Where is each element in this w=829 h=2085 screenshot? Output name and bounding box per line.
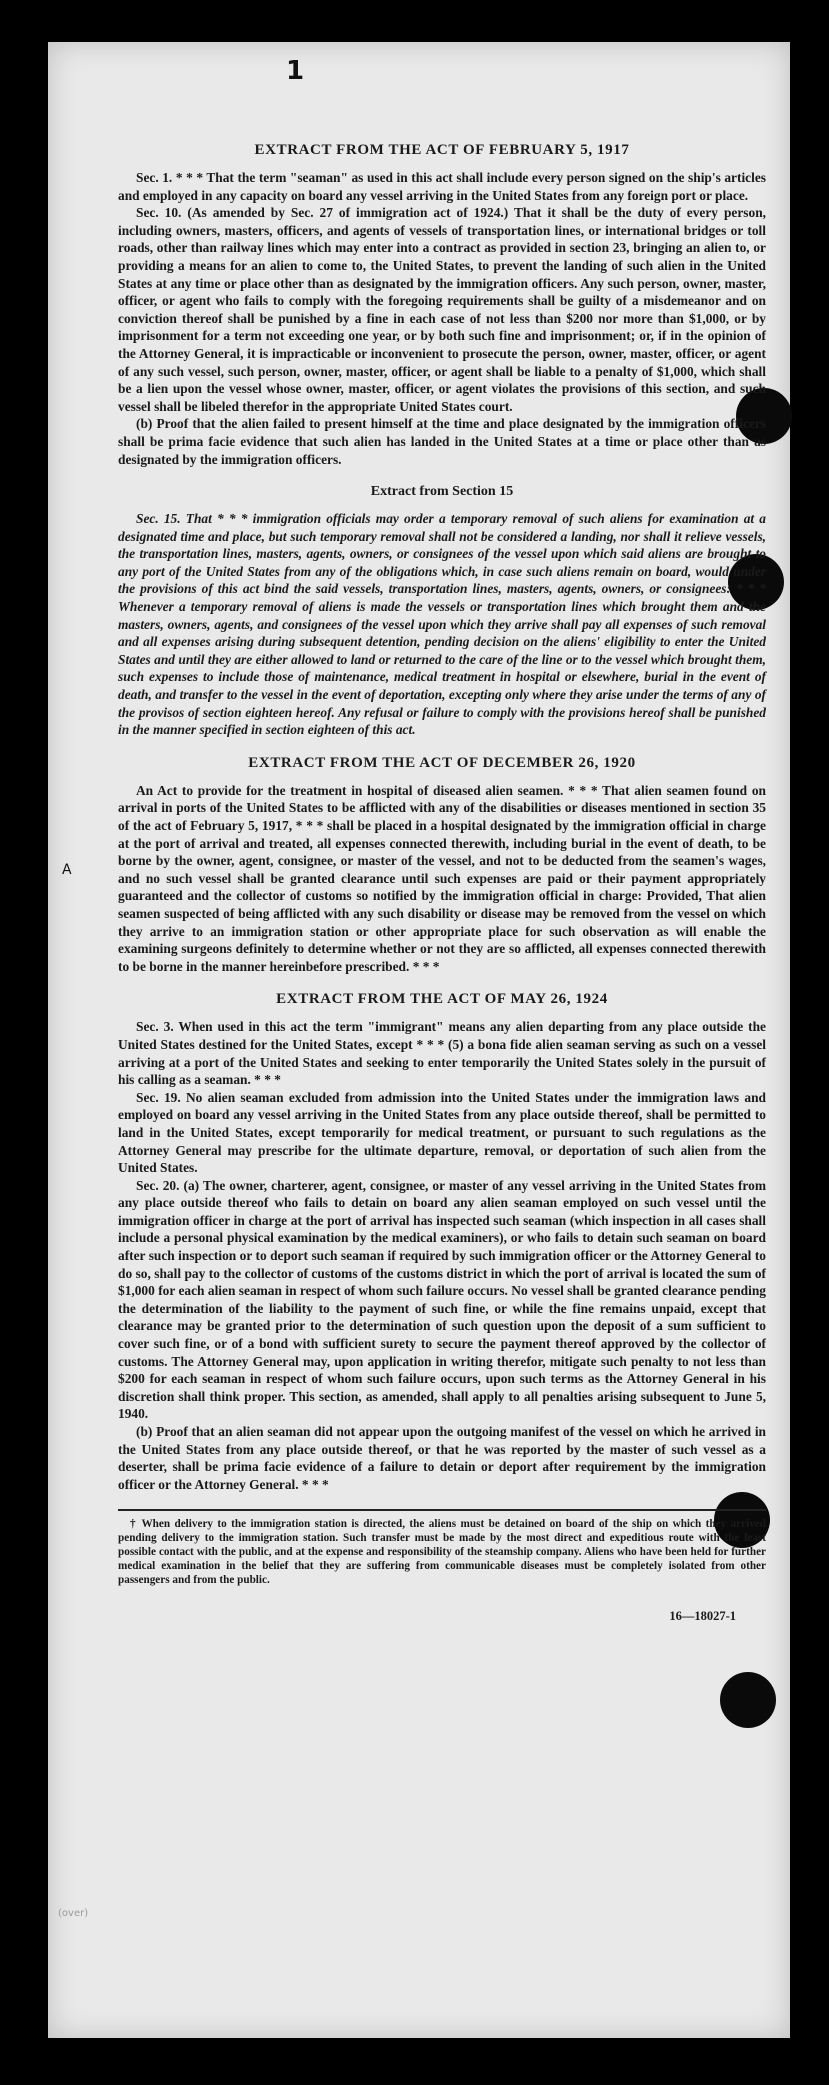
margin-mark: A [62, 862, 72, 878]
top-mark: 1 [286, 56, 305, 86]
section-15-heading: Extract from Section 15 [370, 484, 514, 500]
section-15 [118, 484, 766, 739]
paragraph: An Act to provide for the treatment in hospital of diseased alien seamen. * * * That alien seamen found on arrival in ports of the United States to be afflicted with any of the disabilities or diseases mentioned in section 35 of the act of February 5, 1917, * * * shall be placed in a hospital designated by the immigration official in charge at the port of arrival and treated, all expenses connected therewith, including burial in the event of death, to be borne by the owner, agent, consignee, or master of the vessel, and not to be deducted from the seamen's wages, and no such vessel shall be granted clearance until such expenses are paid or their payment appropriately guaranteed and the collector of customs so notified by the immigration official in charge: Provided, That alien seamen suspected of being afflicted with any such disability or disease may be removed from the vessel on which they arrive to an immigration station or other appropriate place for such observation as will enable the examining surgeons definitely to determine whether or not they are so afflicted, all expenses connected therewith to be borne in the manner hereinbefore prescribed. * * * [118, 782, 766, 974]
paragraph: Sec. 15. That * * * immigration officials may order a temporary removal of such aliens for examination at a designated time and place, but such temporary removal shall not be considered a landing, nor shall it relieve vessels, the transportation lines, masters, agents, owners, or consignees of the vessel upon which said aliens are brought to any port of the United States from any of the obligations which, in case such aliens remain on board, would under the provisions of this act bind the said vessels, transportation lines, masters, agents, owners, or consignees: * * * Whenever a temporary removal of aliens is made the vessels or transportation lines which brought them and the masters, owners, agents, and consignees of the vessel upon which they arrive shall pay all expenses of such removal and all expenses arising during subsequent detention, pending decision on the aliens' eligibility to enter the United States and until they are either allowed to land or returned to the care of the line or to the vessel which brought them, such expenses to include those of maintenance, medical treatment in hospital or elsewhere, burial in the event of death, and transfer to the vessel in the event of deportation, excepting only where they arise under the terms of any of the provisos of section eighteen hereof. Any refusal or failure to comply with the provisions hereof shall be punished in the manner specified in section eighteen of this act. [118, 511, 766, 738]
stamp-text: (over) [58, 1908, 89, 1919]
act-1920-section [118, 755, 766, 976]
act-1920-heading: EXTRACT FROM THE ACT OF DECEMBER 26, 1920 [248, 754, 636, 771]
punch-hole [720, 1672, 776, 1728]
document-body [118, 142, 766, 1624]
paragraph: Sec. 20. (a) The owner, charterer, agent, consignee, or master of any vessel arriving in the United States from any place outside thereof who fails to detain on board any alien seaman employed on such vessel until the immigration officer in charge at the port of arrival has inspected such seaman (which inspection in all cases shall include a personal physical examination by the medical examiners), or who fails to detain such seaman on board after such inspection or to deport such seaman if required by such immigration officer or the Attorney General to do so, shall pay to the collector of customs of the customs district in which the port of arrival is located the sum of $1,000 for each alien seaman in respect of whom such failure occurs. No vessel shall be granted clearance pending the determination of the liability to the payment of such fine, or while the fine remains unpaid, except that clearance may be granted prior to the determination of such question upon the deposit of a sum sufficient to cover such fine, or of a bond with sufficient surety to secure the payment thereof approved by the collector of customs. The Attorney General may, upon application in writing therefor, mitigate such penalty to not less than $200 for each seaman in respect of whom such failure occurs, upon such terms as the Attorney General in his discretion shall think proper. This section, as amended, shall apply to all penalties arising subsequent to June 5, 1940. [118, 1177, 766, 1422]
paragraph: Sec. 10. (As amended by Sec. 27 of immigration act of 1924.) That it shall be the duty of every person, including owners, masters, officers, and agents of vessels of transportation lines, or international bridges or toll roads, other than railway lines which may enter into a contract as provided in section 23, bringing an alien to, or providing a means for an alien to come to, the United States, to prevent the landing of such alien in the United States at any time or place other than as designated by the immigration officers. Any such person, owner, master, officer, or agent who fails to comply with the foregoing requirements shall be guilty of a misdemeanor and on conviction thereof shall be punished by a fine in each case of not less than $200 nor more than $1,000, or by imprisonment for a term not exceeding one year, or by both such fine and imprisonment; or, if in the opinion of the Attorney General, it is impracticable or inconvenient to prosecute the person, owner, master, officer, or agent of any such vessel, such person, owner, master, officer, or agent shall be liable to a penalty of $1,000, which shall be a lien upon the vessel whose owner, master, officer, or agent violates the provisions of this section, and such vessel shall be libeled therefor in the appropriate United States court. [118, 205, 766, 414]
divider [118, 1509, 766, 1511]
paragraph: Sec. 19. No alien seaman excluded from admission into the United States under the immigration laws and employed on board any vessel arriving in the United States from any place outside thereof, shall be permitted to land in the United States, except temporarily for medical treatment, or pursuant to such regulations as the Attorney General may prescribe for the ultimate departure, removal, or deportation of such alien from the United States. [118, 1089, 766, 1176]
act-1917-section [118, 142, 766, 468]
form-code: 16—18027-1 [669, 1609, 736, 1624]
act-1917-heading: EXTRACT FROM THE ACT OF FEBRUARY 5, 1917 [254, 142, 630, 158]
paragraph: Sec. 3. When used in this act the term "immigrant" means any alien departing from any place outside the United States destined for the United States, except * * * (5) a bona fide alien seaman serving as such on a vessel arriving at a port of the United States and seeking to enter temporarily the United States solely in the pursuit of his calling as a seaman. * * * [118, 1019, 766, 1088]
footnote-text: † When delivery to the immigration station is directed, the aliens must be detained on board of the ship on which they arrived pending delivery to the immigration station. Such transfer must be made by the most direct and expeditious route with the least possible contact with the public, and at the expense and responsibility of the steamship company. Aliens who have been held for further medical examination in the belief that they are suffering from communicable diseases must be completely isolated from other passengers and from the public. [118, 1518, 766, 1587]
act-1924-section [118, 991, 766, 1493]
paragraph: Sec. 1. * * * That the term "seaman" as used in this act shall include every person signed on the ship's articles and employed in any capacity on board any vessel arriving in the United States from any foreign port or place. [118, 170, 766, 203]
document-page [48, 42, 790, 2038]
footnote [118, 1517, 766, 1587]
paragraph: (b) Proof that an alien seaman did not appear upon the outgoing manifest of the vessel on which he arrived in the United States from any place outside thereof, or that he was reported by the master of such vessel as a deserter, shall be prima facie evidence of a failure to detain or deport after requirement by the immigration officer or the Attorney General. * * * [118, 1424, 766, 1492]
act-1924-heading: EXTRACT FROM THE ACT OF MAY 26, 1924 [276, 991, 608, 1008]
paragraph: (b) Proof that the alien failed to present himself at the time and place designated by the immigration officers shall be prima facie evidence that such alien has landed in the United States at a time or place other than as designated by the immigration officers. [118, 416, 766, 467]
